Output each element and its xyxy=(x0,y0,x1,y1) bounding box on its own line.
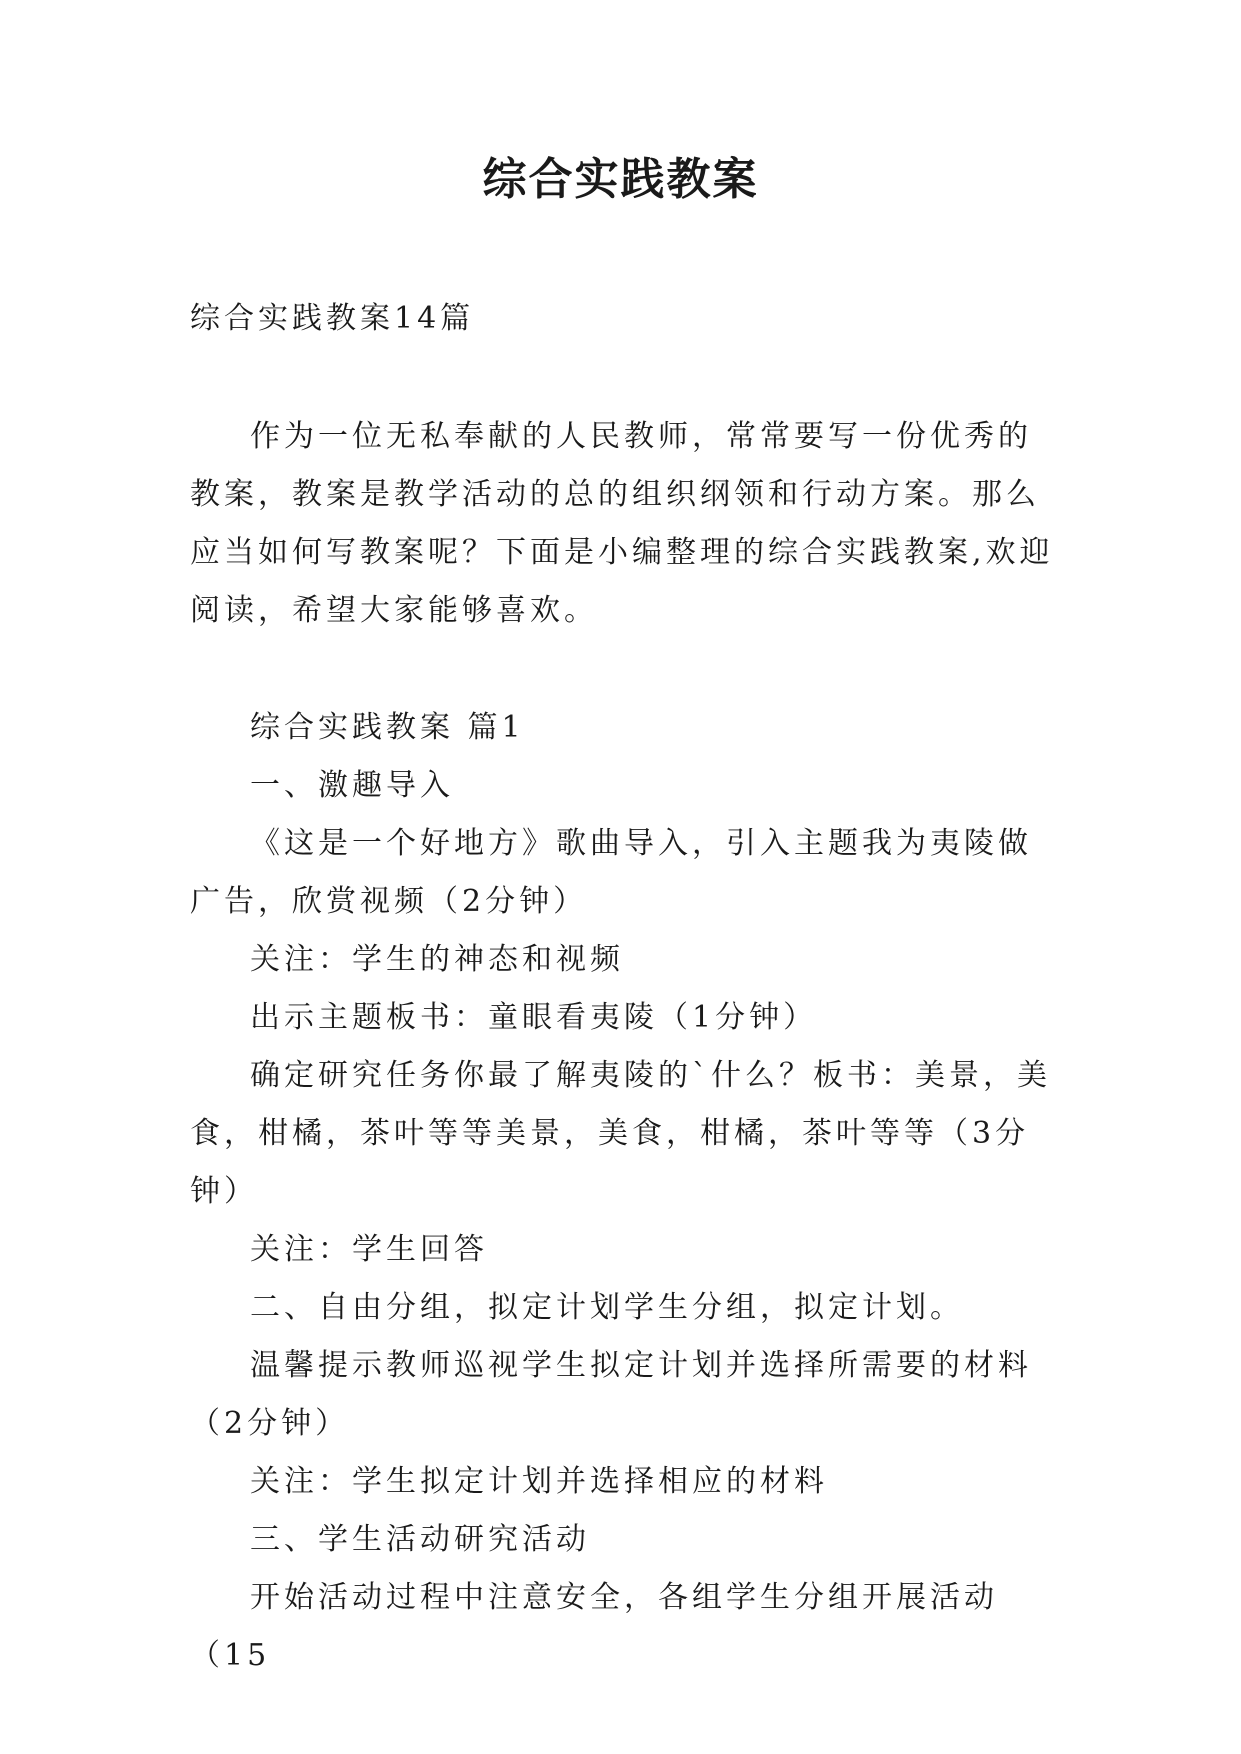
paragraph: 关注：学生回答 xyxy=(250,1232,488,1267)
step-heading: 三、学生活动研究活动 xyxy=(250,1522,590,1557)
document-body xyxy=(190,290,1060,1685)
paragraph: 确定研究任务你最了解夷陵的`什么？板书：美景，美食，柑橘，茶叶等等美景，美食，柑橘，茶叶等等（3分钟） xyxy=(190,1058,1051,1209)
document-title: 综合实践教案 xyxy=(482,154,759,205)
section-heading: 综合实践教案 篇1 xyxy=(250,710,525,745)
paragraph: 《这是一个好地方》歌曲导入，引入主题我为夷陵做广告，欣赏视频（2分钟） xyxy=(190,826,1032,919)
step-heading: 一、激趣导入 xyxy=(250,768,454,803)
paragraph: 温馨提示教师巡视学生拟定计划并选择所需要的材料（2分钟） xyxy=(190,1348,1032,1441)
lesson-section-1 xyxy=(190,699,1060,1685)
step-heading: 二、自由分组，拟定计划学生分组，拟定计划。 xyxy=(250,1290,964,1325)
document-subtitle: 综合实践教案14篇 xyxy=(190,301,475,336)
paragraph: 关注：学生的神态和视频 xyxy=(250,942,624,977)
paragraph: 出示主题板书：童眼看夷陵（1分钟） xyxy=(250,1000,818,1035)
paragraph: 关注：学生拟定计划并选择相应的材料 xyxy=(250,1464,828,1499)
intro-paragraph: 作为一位无私奉献的人民教师，常常要写一份优秀的教案，教案是教学活动的总的组织纲领和行动方案。那么应当如何写教案呢？下面是小编整理的综合实践教案,欢迎阅读，希望大家能够喜欢。 xyxy=(190,419,1054,628)
paragraph: 开始活动过程中注意安全，各组学生分组开展活动（15 xyxy=(190,1580,998,1673)
